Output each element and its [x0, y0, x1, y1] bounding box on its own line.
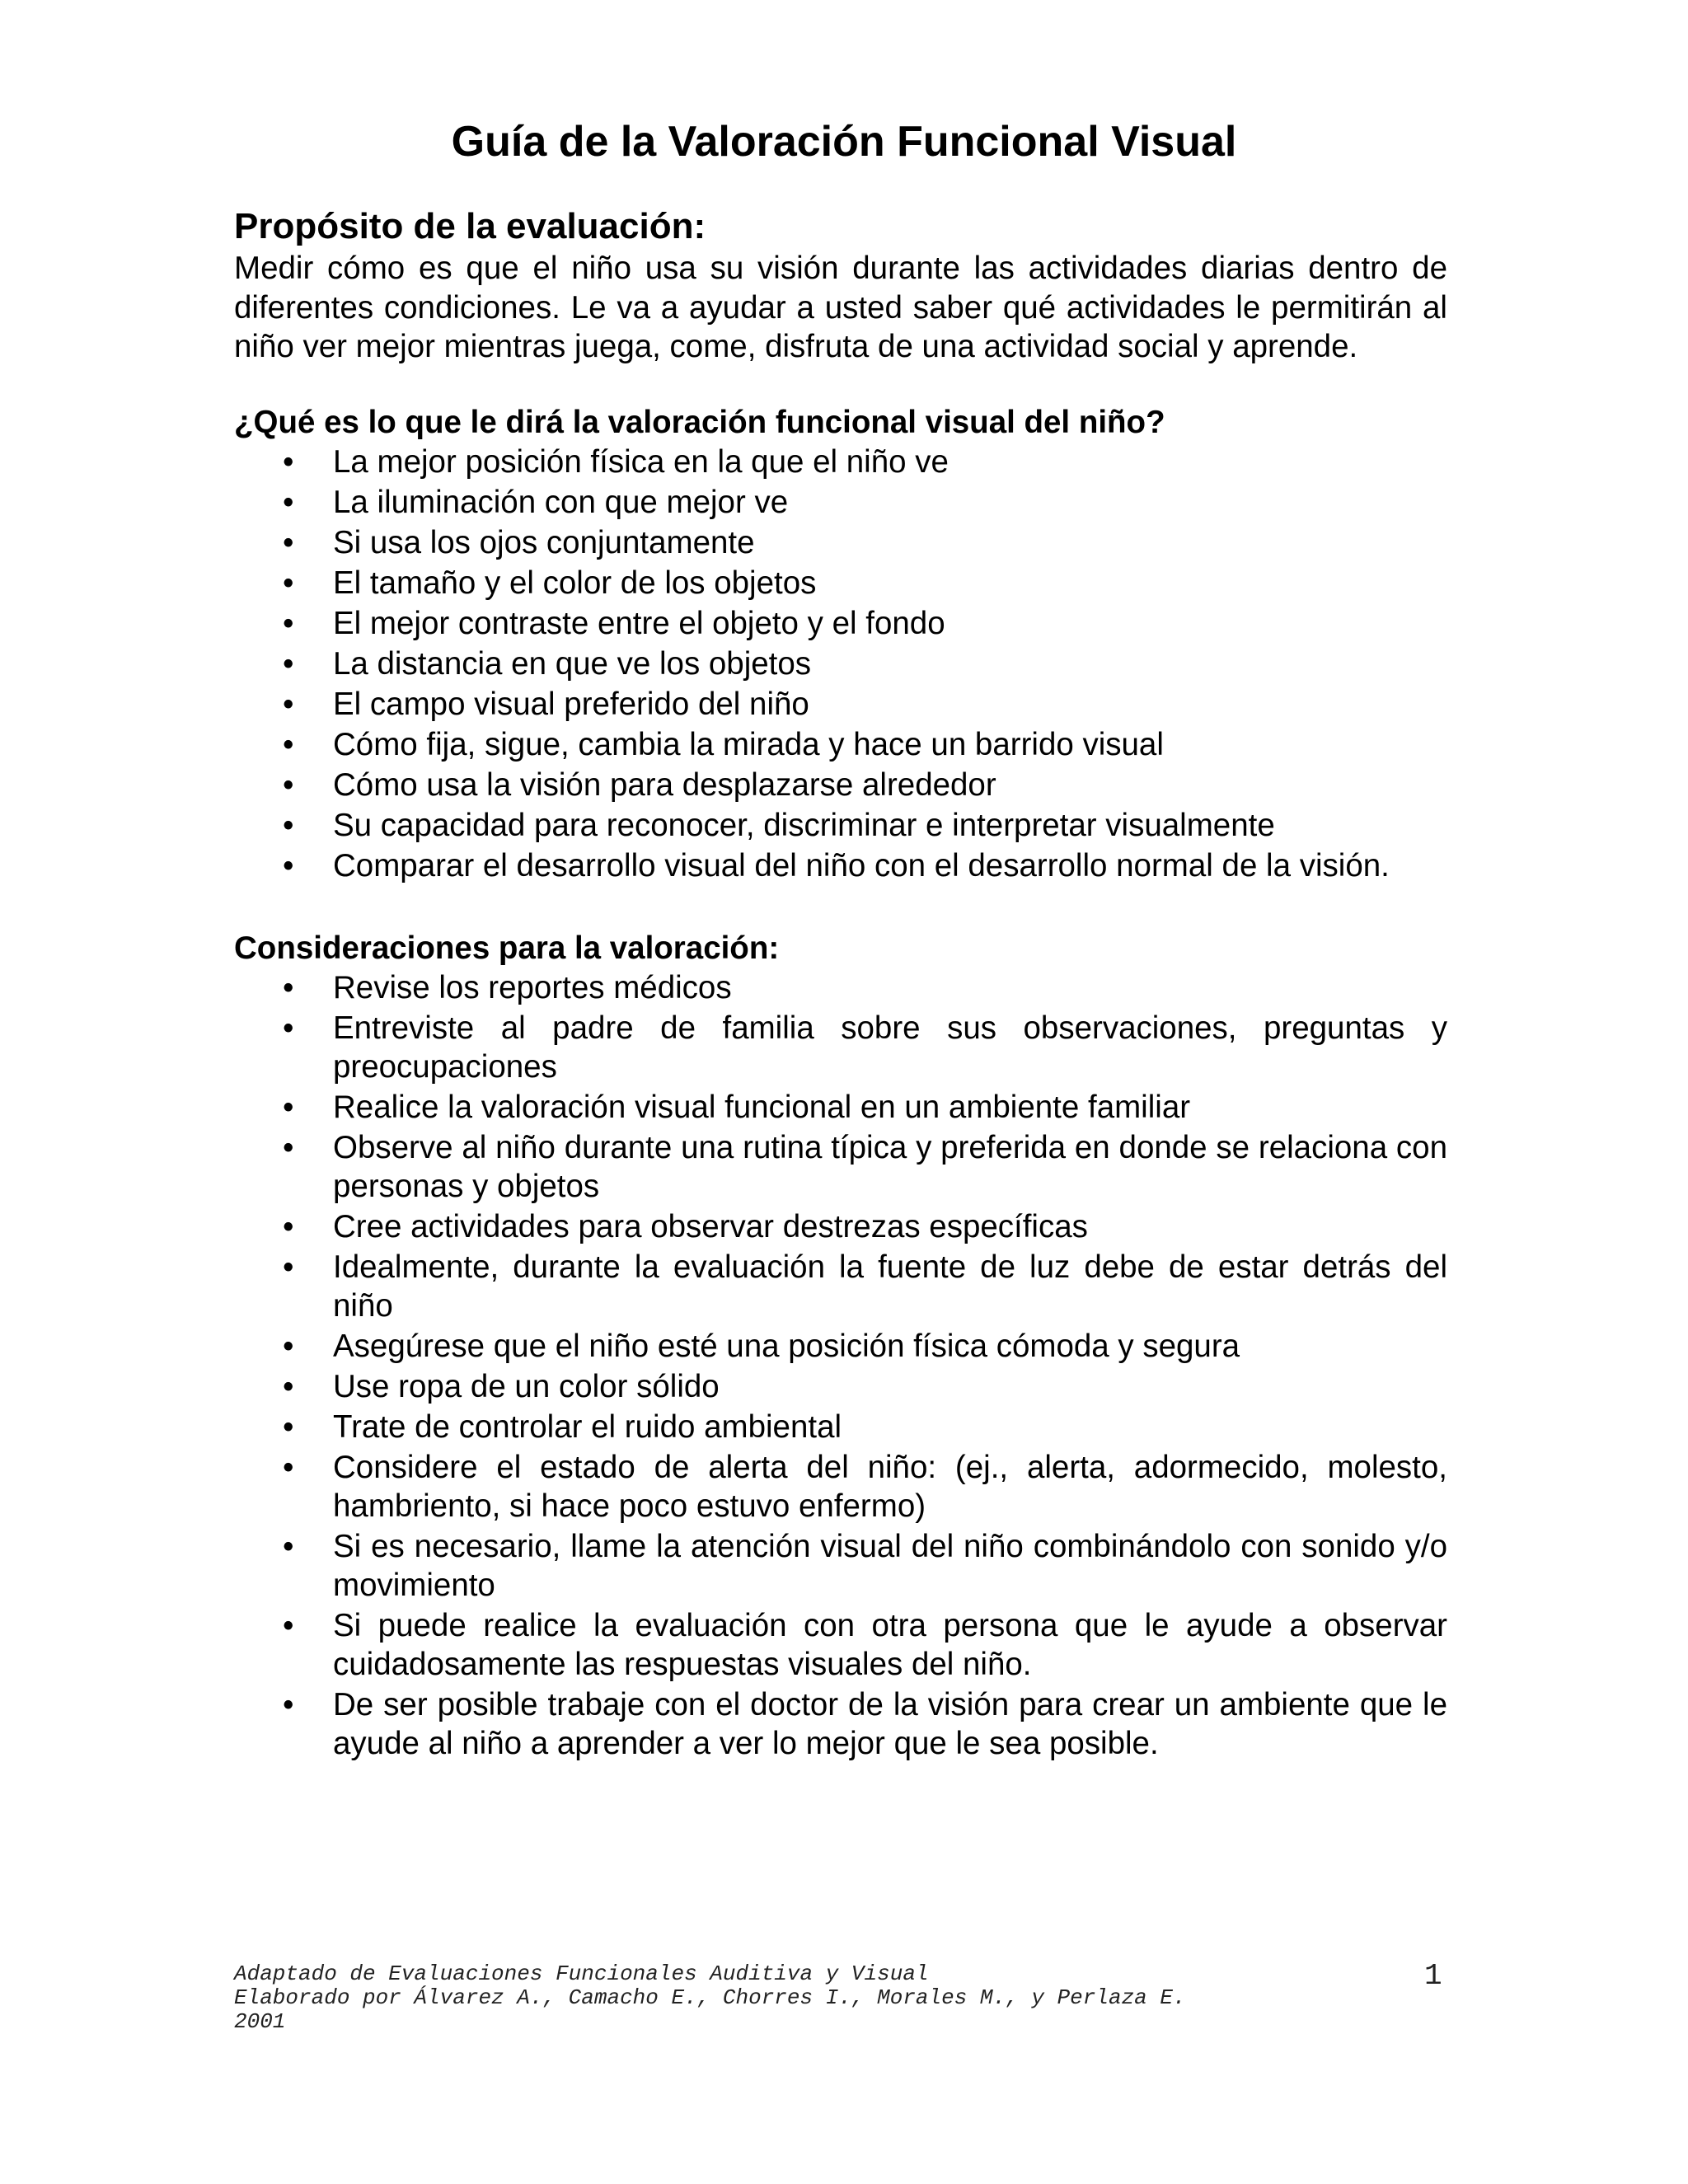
list-item [234, 1248, 1447, 1325]
list-item-text: El tamaño y el color de los objetos [333, 565, 817, 601]
bullet-icon: • [283, 1607, 294, 1643]
list-item [234, 1448, 1447, 1526]
list-item-text: El campo visual preferido del niño [333, 686, 809, 722]
what-it-tells-heading: ¿Qué es lo que le dirá la valoración funcional visual del niño? [234, 404, 1165, 440]
list-item-text: La iluminación con que mejor ve [333, 484, 789, 520]
bullet-icon: • [283, 1686, 294, 1722]
bullet-icon: • [283, 565, 294, 601]
list-item-text: La mejor posición física en la que el niño ve [333, 443, 949, 480]
list-item [234, 725, 1447, 764]
considerations-heading: Consideraciones para la valoración: [234, 930, 780, 966]
bullet-icon: • [283, 605, 294, 641]
list-item-text: Si es necesario, llame la atención visual del niño combinándolo con sonido y/o movimiento [333, 1528, 1447, 1603]
list-item-text: Cómo fija, sigue, cambia la mirada y hace un barrido visual [333, 726, 1164, 762]
bullet-icon: • [283, 686, 294, 722]
page-number: 1 [1424, 1959, 1442, 1993]
main-content [234, 204, 1447, 1765]
list-item [234, 1088, 1447, 1127]
list-item [234, 1527, 1447, 1605]
bullet-icon: • [283, 443, 294, 480]
list-item [234, 1128, 1447, 1206]
bullet-icon: • [283, 1408, 294, 1445]
bullet-icon: • [283, 1368, 294, 1404]
list-item [234, 443, 1447, 481]
list-item [234, 766, 1447, 804]
list-item-text: Cree actividades para observar destrezas específicas [333, 1208, 1088, 1244]
bullet-icon: • [283, 1010, 294, 1046]
list-item-text: Su capacidad para reconocer, discriminar e interpretar visualmente [333, 807, 1275, 843]
spacer [234, 367, 1447, 403]
list-item [234, 1367, 1447, 1406]
list-item-text: Si usa los ojos conjuntamente [333, 524, 755, 560]
bullet-icon: • [283, 1129, 294, 1165]
list-item [234, 483, 1447, 522]
list-item [234, 1685, 1447, 1763]
bullet-icon: • [283, 524, 294, 560]
bullet-icon: • [283, 1449, 294, 1485]
list-item [234, 604, 1447, 643]
bullet-icon: • [283, 807, 294, 843]
bullet-icon: • [283, 1528, 294, 1564]
list-item-text: El mejor contraste entre el objeto y el fondo [333, 605, 945, 641]
list-item-text: Trate de controlar el ruido ambiental [333, 1408, 842, 1445]
bullet-icon: • [283, 847, 294, 883]
list-item-text: Observe al niño durante una rutina típica y preferida en donde se relaciona con personas y objetos [333, 1129, 1447, 1204]
bullet-icon: • [283, 1249, 294, 1285]
list-item-text: De ser posible trabaje con el doctor de la visión para crear un ambiente que le ayude al niño a aprender a ver lo mejor que le sea posible. [333, 1686, 1447, 1761]
list-item-text: Comparar el desarrollo visual del niño con el desarrollo normal de la visión. [333, 847, 1390, 883]
list-item [234, 1207, 1447, 1246]
bullet-icon: • [283, 645, 294, 682]
list-item-text: Realice la valoración visual funcional en un ambiente familiar [333, 1089, 1191, 1125]
list-item-text: Use ropa de un color sólido [333, 1368, 720, 1404]
list-item-text: Idealmente, durante la evaluación la fuente de luz debe de estar detrás del niño [333, 1249, 1447, 1324]
purpose-paragraph: Medir cómo es que el niño usa su visión durante las actividades diarias dentro de diferentes condiciones. Le va a ayudar a usted saber qué actividades le permitirán al niño ver mejor mientras juega, come, disfruta de una actividad social y aprende. [234, 251, 1447, 364]
list-item-text: Cómo usa la visión para desplazarse alrededor [333, 766, 996, 803]
bullet-icon: • [283, 726, 294, 762]
list-item [234, 1408, 1447, 1446]
bullet-icon: • [283, 1208, 294, 1244]
page-title: Guía de la Valoración Funcional Visual [451, 118, 1237, 166]
bullet-icon: • [283, 766, 294, 803]
list-item [234, 806, 1447, 845]
list-item [234, 968, 1447, 1007]
bullet-icon: • [283, 484, 294, 520]
list-item-text: Si puede realice la evaluación con otra persona que le ayude a observar cuidadosamente las respuestas visuales del niño. [333, 1607, 1447, 1682]
footer-line: Elaborado por Álvarez A., Camacho E., Chorres I., Morales M., y Perlaza E. [234, 1985, 1186, 2010]
footer-citation [234, 1962, 1186, 2034]
purpose-heading: Propósito de la evaluación: [234, 206, 706, 246]
footer-line: Adaptado de Evaluaciones Funcionales Auditiva y Visual [234, 1961, 929, 1986]
list-item [234, 1009, 1447, 1086]
list-item [234, 685, 1447, 724]
list-item-text: Entreviste al padre de familia sobre sus observaciones, preguntas y preocupaciones [333, 1010, 1447, 1085]
footer-line: 2001 [234, 2009, 286, 2034]
spacer [234, 887, 1447, 929]
list-item-text: Revise los reportes médicos [333, 969, 732, 1005]
bullet-icon: • [283, 1089, 294, 1125]
bullet-icon: • [283, 1328, 294, 1364]
list-item-text: La distancia en que ve los objetos [333, 645, 812, 682]
list-item [234, 523, 1447, 562]
list-item [234, 564, 1447, 602]
considerations-list [234, 968, 1447, 1763]
list-item [234, 846, 1447, 885]
list-item [234, 1327, 1447, 1366]
what-it-tells-list [234, 443, 1447, 885]
list-item [234, 644, 1447, 683]
list-item-text: Asegúrese que el niño esté una posición física cómoda y segura [333, 1328, 1240, 1364]
list-item-text: Considere el estado de alerta del niño: (ej., alerta, adormecido, molesto, hambriento, si hace poco estuvo enfermo) [333, 1449, 1447, 1524]
bullet-icon: • [283, 969, 294, 1005]
list-item [234, 1606, 1447, 1684]
